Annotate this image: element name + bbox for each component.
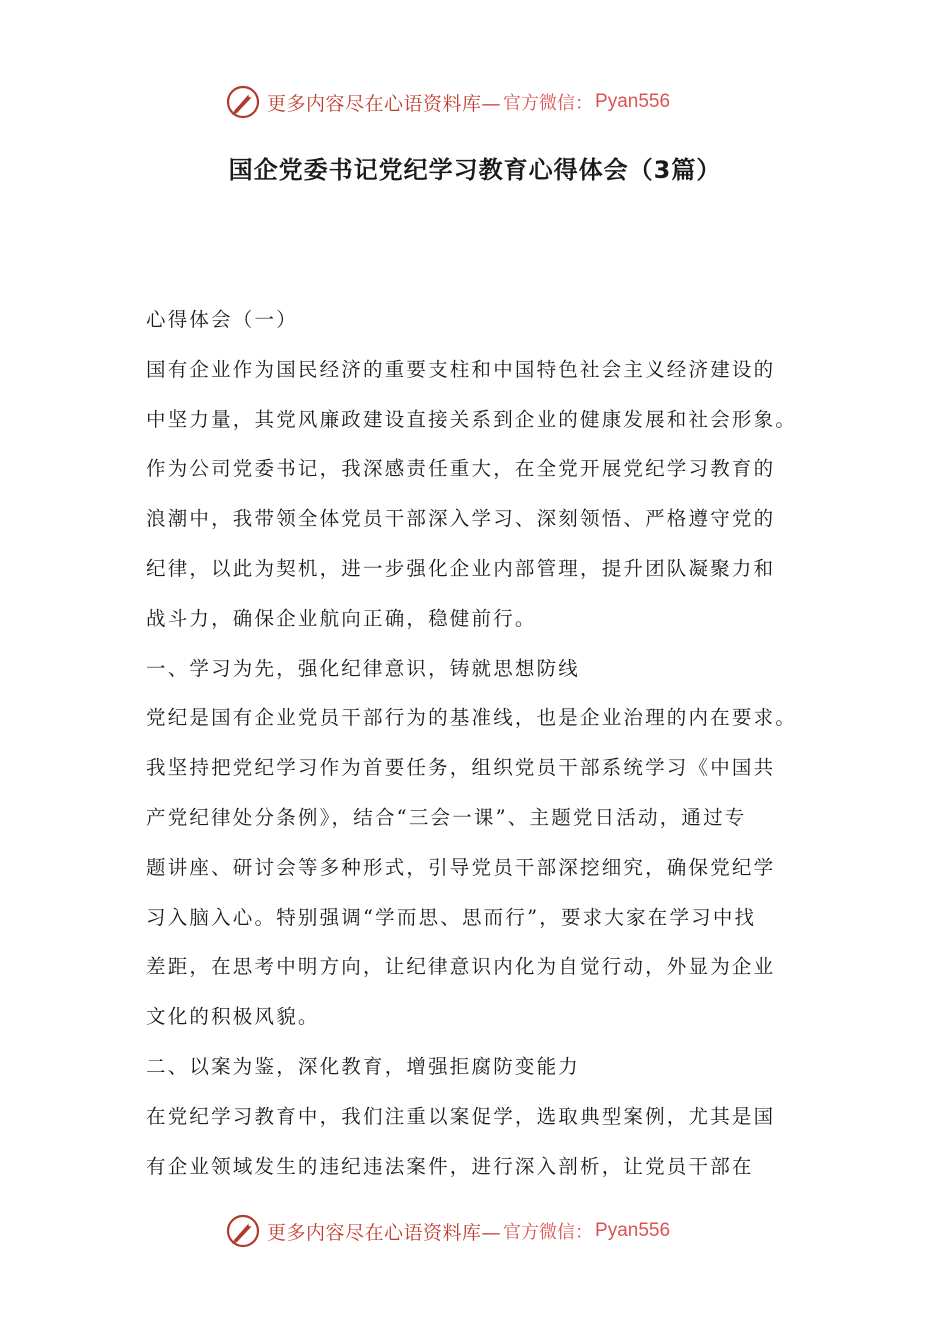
pen-circle-logo-icon <box>225 1213 261 1249</box>
body-line: 战斗力，确保企业航向正确，稳健前行。 <box>146 606 537 630</box>
body-line: 产党纪律处分条例》，结合“三会一课”、主题党日活动，通过专 <box>146 805 747 829</box>
body-line: 有企业领域发生的违纪违法案件，进行深入剖析，让党员干部在 <box>146 1154 754 1178</box>
body-line: 习入脑入心。特别强调“学而思、思而行”，要求大家在学习中找 <box>146 905 757 929</box>
watermark-wechat-label: 官方微信： <box>503 93 594 114</box>
watermark-slogan: 更多内容尽在心语资料库— <box>267 92 502 115</box>
watermark-wechat-id: Pyan556 <box>595 1220 671 1241</box>
body-line: 纪律，以此为契机，进一步强化企业内部管理，提升团队凝聚力和 <box>146 556 776 580</box>
document-title: 国企党委书记党纪学习教育心得体会（3篇） <box>228 156 722 184</box>
section-heading: 心得体会（一） <box>146 308 298 331</box>
body-line: 题讲座、研讨会等多种形式，引导党员干部深挖细究，确保党纪学 <box>146 855 776 879</box>
body-line: 差距，在思考中明方向，让纪律意识内化为自觉行动，外显为企业 <box>146 955 776 979</box>
body-line: 浪潮中，我带领全体党员干部深入学习、深刻领悟、严格遵守党的 <box>146 507 776 531</box>
body-line: 文化的积极风貌。 <box>146 1005 320 1029</box>
watermark-wechat-id: Pyan556 <box>595 91 671 112</box>
watermark-banner-top <box>225 82 745 122</box>
body-line: 党纪是国有企业党员干部行为的基准线，也是企业治理的内在要求。 <box>146 706 798 730</box>
watermark-slogan: 更多内容尽在心语资料库— <box>267 1221 502 1244</box>
body-line: 中坚力量，其党风廉政建设直接关系到企业的健康发展和社会形象。 <box>146 407 798 431</box>
body-line: 在党纪学习教育中，我们注重以案促学，选取典型案例，尤其是国 <box>146 1104 776 1128</box>
subsection-heading: 一、学习为先，强化纪律意识，铸就思想防线 <box>146 656 581 680</box>
body-line: 国有企业作为国民经济的重要支柱和中国特色社会主义经济建设的 <box>146 357 776 381</box>
body-line: 作为公司党委书记，我深感责任重大，在全党开展党纪学习教育的 <box>146 457 776 481</box>
body-line: 我坚持把党纪学习作为首要任务，组织党员干部系统学习《中国共 <box>146 756 776 780</box>
watermark-banner-bottom <box>225 1211 745 1251</box>
document-body <box>146 295 816 1191</box>
watermark-wechat-label: 官方微信： <box>503 1222 594 1243</box>
subsection-heading: 二、以案为鉴，深化教育，增强拒腐防变能力 <box>146 1054 581 1078</box>
pen-circle-logo-icon <box>225 84 261 120</box>
